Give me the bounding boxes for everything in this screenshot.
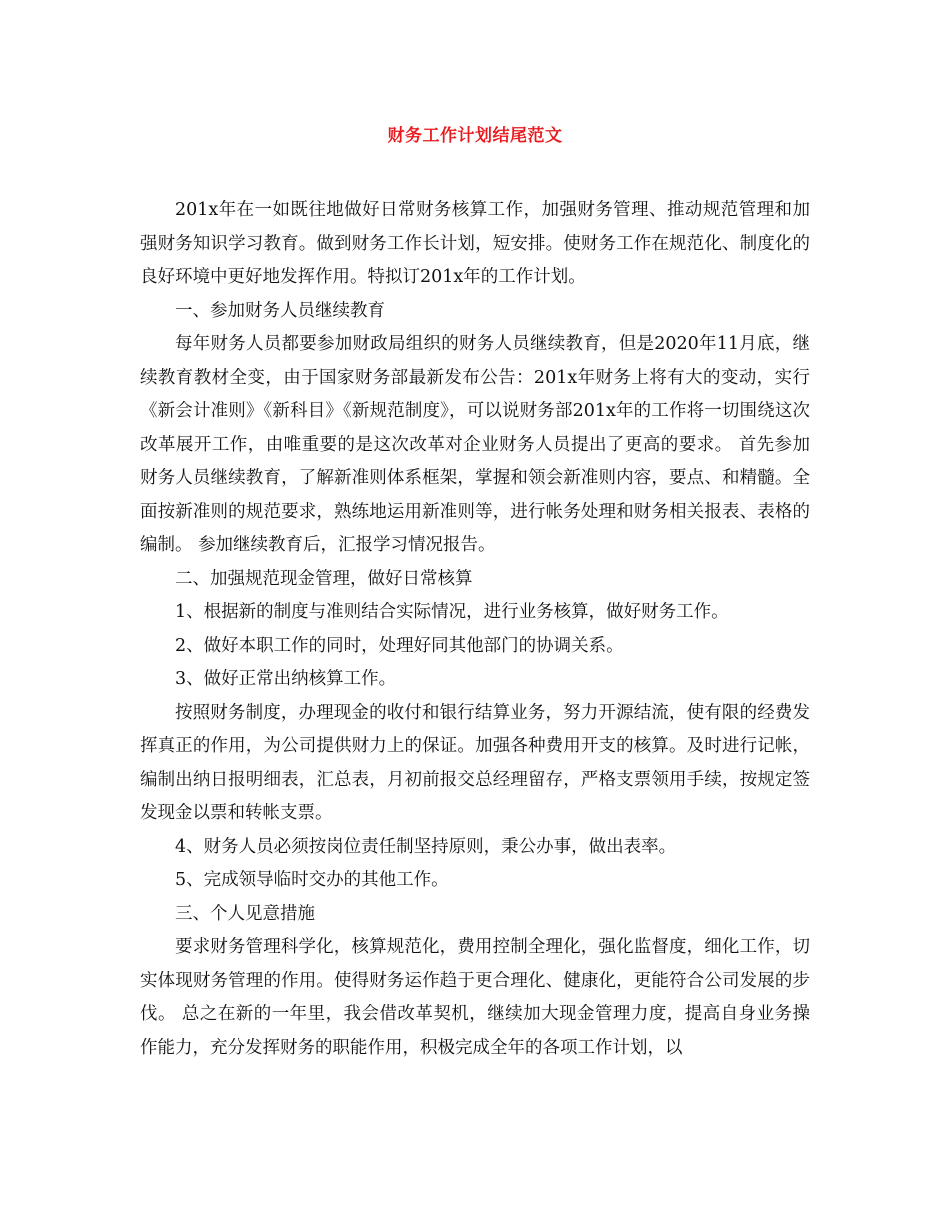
paragraph-measures: 要求财务管理科学化，核算规范化，费用控制全理化，强化监督度，细化工作，切实体现财务管理的作用。使得财务运作趋于更合理化、健康化，更能符合公司发展的步伐。 总之在新的一年里，我会借改革契机，继续加大现金管理力度，提高自身业务操作能力，充分发挥财务的职能作用，积极完成全年的各项工作计划，以 [140, 937, 810, 1058]
paragraph-cashier: 按照财务制度，办理现金的收付和银行结算业务，努力开源结流，使有限的经费发挥真正的作用，为公司提供财力上的保证。加强各种费用开支的核算。及时进行记帐，编制出纳日报明细表，汇总表，月初前报交总经理留存，严格支票领用手续，按规定签发现金以票和转帐支票。 [140, 702, 810, 823]
paragraph-education: 每年财务人员都要参加财政局组织的财务人员继续教育，但是2020年11月底，继续教育教材全变，由于国家财务部最新发布公告：201x年财务上将有大的变动，实行《新会计准则》《新科目》《新规范制度》，可以说财务部201x年的工作将一切围绕这次改革展开工作，由唯重要的是这次改革对企业财务人员提出了更高的要求。 首先参加财务人员继续教育，了解新准则体系框架，掌握和领会新准则内容，要点、和精髓。全面按新准则的规范要求，熟练地运用新准则等，进行帐务处理和财务相关报表、表格的编制。 参加继续教育后，汇报学习情况报告。 [140, 334, 810, 555]
section-heading-1: 一、参加财务人员继续教育 [175, 300, 385, 321]
list-item-2: 2、做好本职工作的同时，处理好同其他部门的协调关系。 [175, 635, 624, 656]
list-item-5: 5、完成领导临时交办的其他工作。 [175, 870, 449, 890]
section-heading-3: 三、个人见意措施 [175, 903, 315, 924]
section-heading-2: 二、加强规范现金管理，做好日常核算 [175, 568, 473, 589]
list-item-1: 1、根据新的制度与准则结合实际情况，进行业务核算，做好财务工作。 [175, 602, 729, 622]
document-body [140, 194, 810, 1065]
list-item-4: 4、财务人员必须按岗位责任制坚持原则，秉公办事，做出表率。 [175, 836, 677, 857]
document-title: 财务工作计划结尾范文 [387, 126, 563, 146]
list-item-3: 3、做好正常出纳核算工作。 [175, 669, 397, 689]
paragraph-intro: 201x年在一如既往地做好日常财务核算工作，加强财务管理、推动规范管理和加强财务知识学习教育。做到财务工作长计划，短安排。使财务工作在规范化、制度化的良好环境中更好地发挥作用。特拟订201x年的工作计划。 [140, 200, 810, 287]
